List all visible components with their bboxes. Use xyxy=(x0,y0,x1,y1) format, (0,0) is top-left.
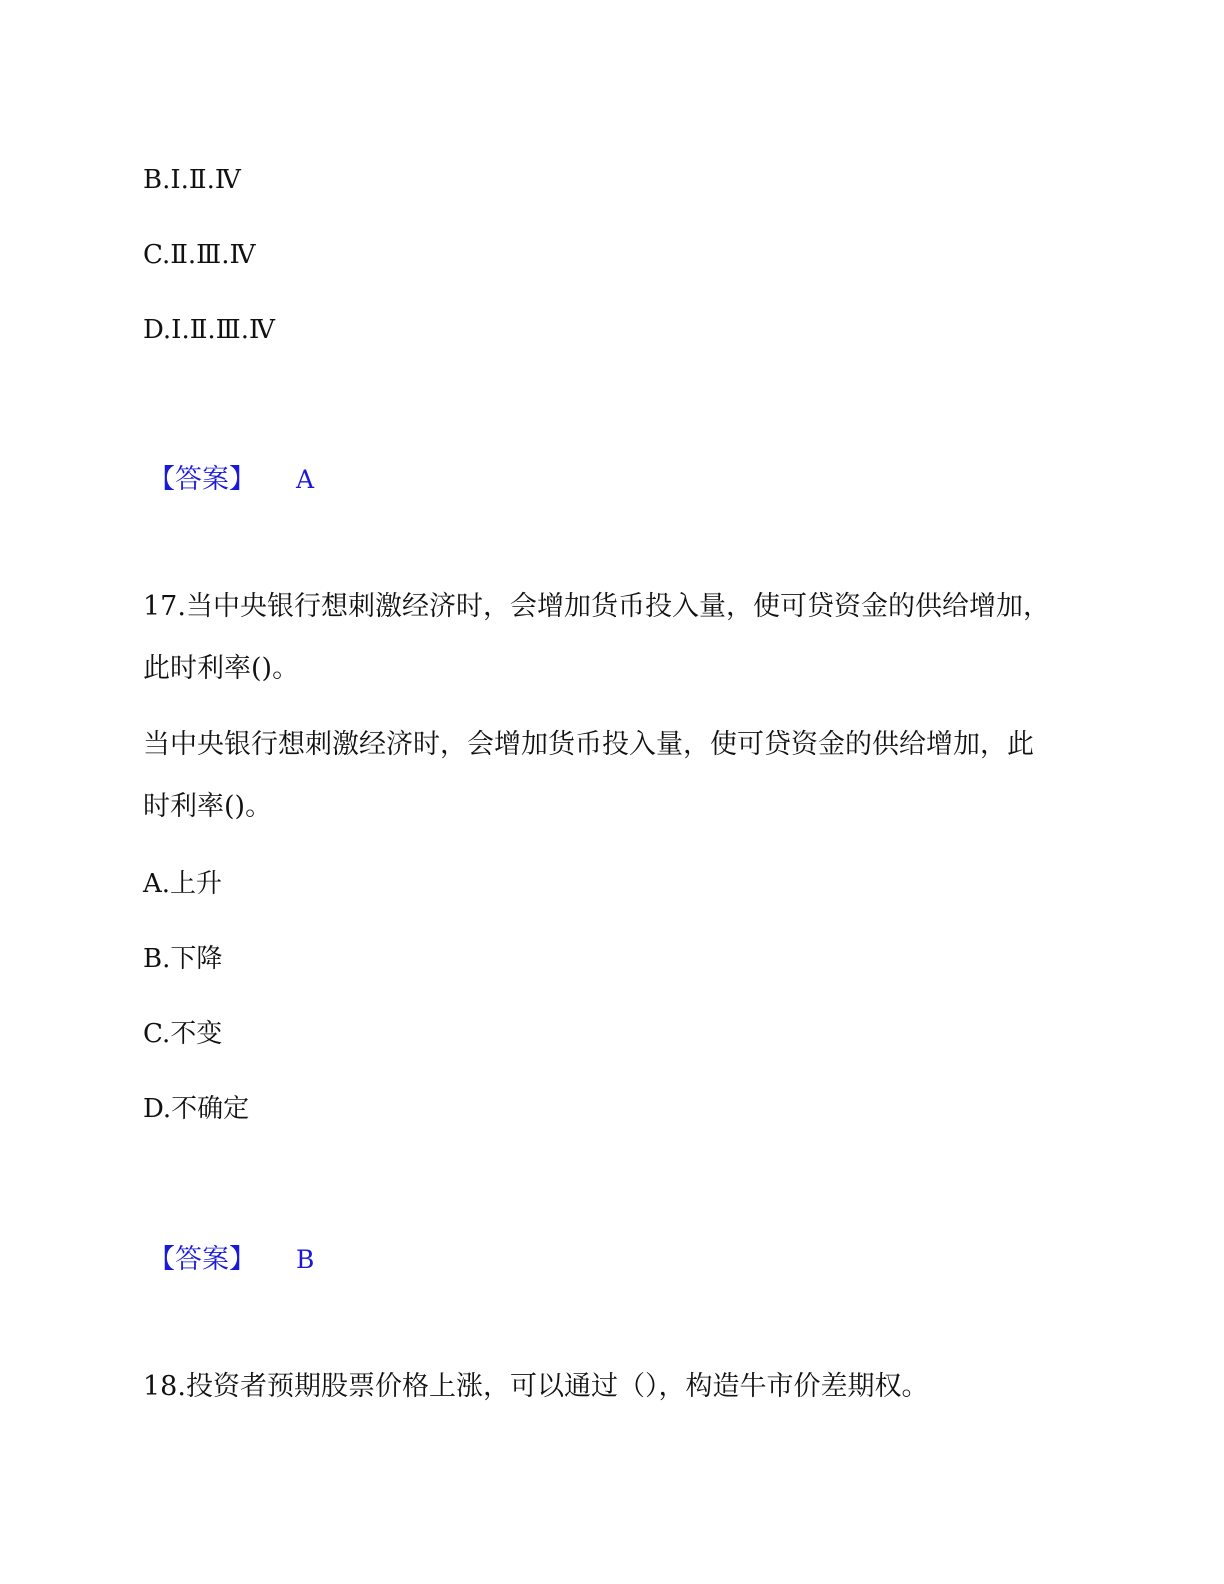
answer-value: B xyxy=(296,1245,315,1274)
q17-answer xyxy=(148,1243,315,1277)
prev-answer xyxy=(148,463,315,497)
q17-repeat-line-2: 时利率()。 xyxy=(143,791,273,822)
answer-label: 【答案】 xyxy=(148,1244,256,1275)
q17-option-c: C.不变 xyxy=(143,1019,223,1049)
answer-label: 【答案】 xyxy=(148,464,256,495)
prev-option-d: D.Ⅰ.Ⅱ.Ⅲ.Ⅳ xyxy=(143,315,275,345)
q17-stem-line-1: 17.当中央银行想刺激经济时，会增加货币投入量，使可贷资金的供给增加， xyxy=(143,591,1050,622)
prev-option-c: C.Ⅱ.Ⅲ.Ⅳ xyxy=(143,240,256,270)
q17-option-d: D.不确定 xyxy=(143,1094,250,1124)
q17-option-b: B.下降 xyxy=(143,944,223,974)
q17-stem-line-2: 此时利率()。 xyxy=(143,653,300,684)
q17-repeat-line-1: 当中央银行想刺激经济时，会增加货币投入量，使可贷资金的供给增加，此 xyxy=(143,729,1034,760)
q17-option-a: A.上升 xyxy=(143,869,223,899)
prev-option-b: B.Ⅰ.Ⅱ.Ⅳ xyxy=(143,165,241,195)
answer-value: A xyxy=(296,465,315,494)
q18-stem: 18.投资者预期股票价格上涨，可以通过（），构造牛市价差期权。 xyxy=(143,1371,929,1402)
